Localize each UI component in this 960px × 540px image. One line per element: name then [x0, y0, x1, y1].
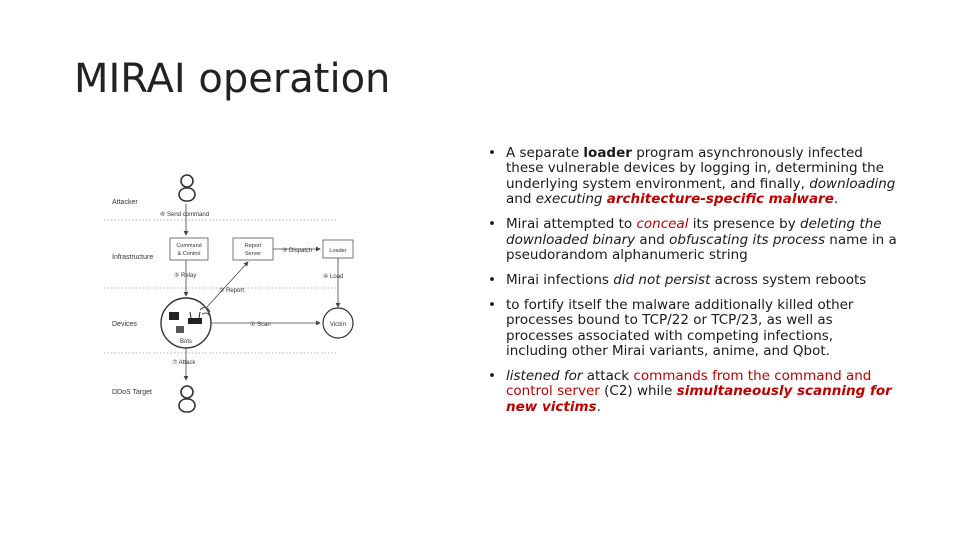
bullet-text-run: to fortify itself the malware additionally killed other processes bound to TCP/22 or TCP/23, as well as processes associated with competing infections, including other Mirai variants, anime, and Qbot. — [506, 296, 854, 359]
mirai-operation-diagram — [104, 168, 374, 420]
bullet-text-run: and — [635, 231, 670, 248]
row-label-ddos-target: DDoS Target — [112, 389, 152, 396]
bullet-dot-icon: • — [488, 296, 496, 313]
step-attack: ⑦ Attack — [172, 360, 196, 366]
bullet-text-run: conceal — [636, 216, 689, 233]
bullet-text-run: architecture-specific malware — [606, 191, 834, 208]
bullet-text-run: executing — [535, 191, 603, 208]
cnc-label: Command — [176, 243, 202, 249]
bots-label: Bots — [179, 339, 193, 345]
bullet-item — [488, 273, 898, 288]
bullet-text-run: its presence by — [688, 216, 801, 233]
slide-title: MIRAI operation — [74, 56, 391, 102]
row-label-devices: Devices — [112, 321, 137, 328]
bullet-text-run: deleting the downloaded binary — [506, 216, 882, 248]
bullet-item — [488, 146, 898, 208]
bullet-text-run: obfuscating its process — [669, 231, 825, 248]
step-load: ④ Load — [323, 274, 344, 280]
ddos-target-person-icon — [179, 386, 195, 412]
arrow-bots-to-report — [206, 262, 248, 308]
step-dispatch: ③ Dispatch — [282, 248, 313, 254]
attacker-person-icon — [179, 175, 195, 201]
bullet-text-run: commands from the command and control server — [506, 367, 872, 400]
bullet-text-run: A separate — [506, 145, 584, 161]
bullet-dot-icon: • — [488, 271, 496, 288]
bullet-text-run: . — [596, 398, 601, 415]
bullet-item — [488, 217, 898, 263]
bullet-dot-icon: • — [488, 216, 496, 233]
bullet-text-run: downloading — [809, 175, 896, 192]
step-scan: ① Scan — [250, 322, 271, 328]
bullet-text-run: simultaneously scanning for new victims — [506, 383, 892, 415]
bullet-dot-icon: • — [488, 367, 496, 384]
row-label-attacker: Attacker — [112, 199, 138, 206]
row-label-infrastructure: Infrastructure — [112, 254, 154, 261]
cnc-label-2: & Control — [177, 251, 201, 257]
bullet-text-run: across system reboots — [710, 271, 867, 288]
victim-label: Victim — [329, 322, 347, 328]
bullet-text-run: did not persist — [613, 271, 711, 288]
bullet-text-run: Mirai infections — [506, 271, 614, 288]
bullet-item — [488, 298, 898, 360]
bullet-list — [488, 146, 898, 425]
report-server-label-2: Server — [244, 251, 262, 257]
step-report: ② Report — [219, 288, 245, 294]
step-send-command: ⑥ Send command — [160, 212, 210, 218]
bullet-text-run: . — [833, 191, 839, 208]
report-server-label: Report — [244, 243, 262, 249]
step-relay: ⑤ Relay — [174, 273, 197, 279]
bullet-text-run: attack — [582, 367, 634, 384]
loader-label: Loader — [329, 248, 347, 254]
bullet-text-run: name in a pseudorandom alphanumeric string — [506, 231, 897, 263]
bullet-dot-icon: • — [488, 145, 496, 161]
bullet-text-run: loader — [583, 145, 632, 161]
bullet-item — [488, 369, 898, 415]
bullet-text-run: Mirai attempted to — [506, 216, 637, 233]
bullet-text-run: listened for — [506, 367, 583, 384]
bullet-text-run: and — [506, 191, 536, 208]
bullet-text-run: (C2) while — [599, 383, 677, 400]
bullet-text-run: program asynchronously infected these vulnerable devices by logging in, determining the underlying system environment, and finally, — [506, 145, 884, 192]
